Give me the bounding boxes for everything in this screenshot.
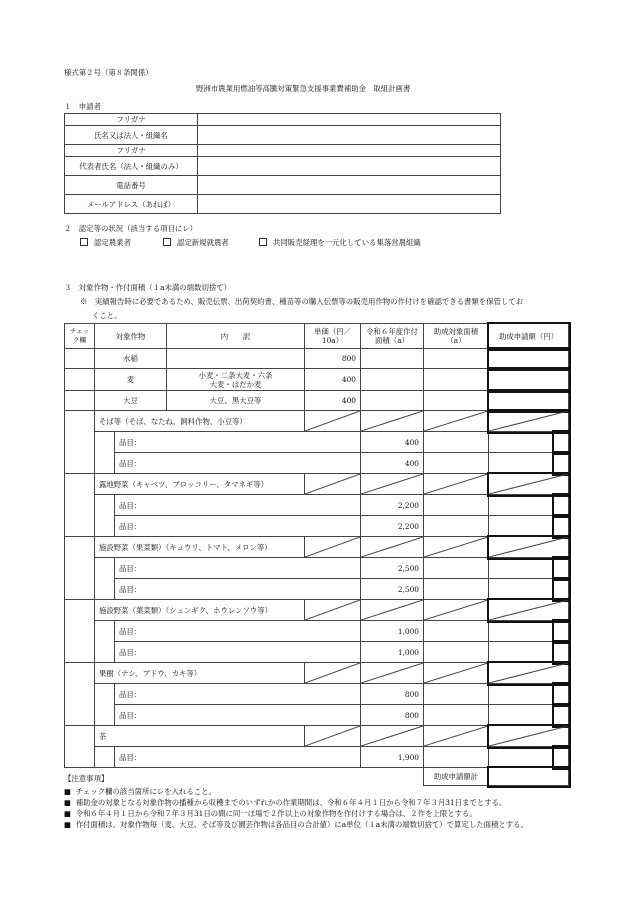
check-cell[interactable] xyxy=(65,349,95,369)
subsidy-area-input[interactable] xyxy=(424,369,489,391)
item-label: 品目： xyxy=(115,495,305,516)
page-title: 野洲市農業用燃油等高騰対策緊急支援事業費補助金 取組計画書 xyxy=(196,84,411,93)
representative-label: 代表者氏名（法人・組織のみ） xyxy=(65,157,198,176)
diagonal-cell xyxy=(424,537,489,558)
item-name-input[interactable] xyxy=(305,432,361,453)
item-name-input[interactable] xyxy=(305,516,361,537)
item-name-input[interactable] xyxy=(305,705,361,726)
diagonal-cell xyxy=(305,726,361,747)
note-text: 作付面積は、対象作物毎（麦、大豆、そば等及び園芸作物は各品目の合計値）にa単位（１a未満の端数切捨て）で算定した面積とする。 xyxy=(75,820,528,829)
table-row xyxy=(65,349,569,369)
header-unit-price: 単価（円／10a） xyxy=(305,324,361,349)
diagonal-cell xyxy=(489,600,569,621)
area-input[interactable] xyxy=(361,391,424,411)
note-text: チェック欄の該当箇所にレを入れること。 xyxy=(75,787,216,796)
table-row xyxy=(65,369,569,391)
item-price: 2,500 xyxy=(361,579,424,600)
crop-wheat: 麦 xyxy=(95,369,167,391)
diagonal-cell xyxy=(305,537,361,558)
checkbox[interactable] xyxy=(163,238,171,246)
crop-rice: 水稲 xyxy=(95,349,167,369)
item-name-input[interactable] xyxy=(305,558,361,579)
note-item xyxy=(64,786,528,797)
subsidy-area-input[interactable] xyxy=(489,705,554,726)
table-row xyxy=(65,391,569,411)
diagonal-cell xyxy=(305,600,361,621)
area-input[interactable] xyxy=(424,579,489,600)
price-soybean: 400 xyxy=(305,391,361,411)
subsidy-area-input[interactable] xyxy=(489,621,554,642)
item-price: 800 xyxy=(361,684,424,705)
phone-field[interactable] xyxy=(198,176,501,195)
area-input[interactable] xyxy=(424,558,489,579)
subsidy-amount-input[interactable] xyxy=(554,747,569,768)
area-input[interactable] xyxy=(424,516,489,537)
table-row xyxy=(65,453,569,474)
area-input[interactable] xyxy=(424,621,489,642)
diagonal-cell xyxy=(361,663,424,684)
indent-cell xyxy=(95,432,115,474)
furigana-label-1: フリガナ xyxy=(65,114,198,126)
indent-cell xyxy=(95,558,115,600)
diagonal-cell xyxy=(361,726,424,747)
form-number: 様式第２号（第８条関係） xyxy=(64,68,153,77)
area-input[interactable] xyxy=(424,705,489,726)
section3-note-line1: ※ 実績報告時に必要であるため、販売伝票、出荷契約書、種苗等の購入伝票等の販売用作物の作付けを確認できる書類を保管してお xyxy=(80,297,524,306)
option-label: 認定新規就農者 xyxy=(177,238,229,247)
bullet-icon: ■ xyxy=(64,820,71,829)
item-label: 品目： xyxy=(115,621,305,642)
subsidy-area-input[interactable] xyxy=(489,516,554,537)
subsidy-amount-input[interactable] xyxy=(554,558,569,579)
total-amount[interactable] xyxy=(489,768,569,786)
note-text: 補助金の対象となる対象作物の播種から収穫までのいずれかの作業期間は、令和６年４月１日から令和７年３月31日までとする。 xyxy=(75,798,507,807)
subsidy-amount-input[interactable] xyxy=(554,579,569,600)
check-cell[interactable] xyxy=(65,411,95,474)
group-header-row xyxy=(65,726,569,747)
group-name: 施設野菜（葉菜類）（シュンギク、ホウレンソウ等） xyxy=(95,600,305,621)
check-cell[interactable] xyxy=(65,391,95,411)
group-name: 果樹（ナシ、ブドウ、カキ等） xyxy=(95,663,305,684)
diagonal-cell xyxy=(305,411,361,432)
group-header-row xyxy=(65,663,569,684)
table-row xyxy=(65,579,569,600)
area-input[interactable] xyxy=(424,642,489,663)
diagonal-cell xyxy=(489,726,569,747)
furigana-field-2[interactable] xyxy=(198,145,501,157)
item-name-input[interactable] xyxy=(305,579,361,600)
diagonal-cell xyxy=(489,537,569,558)
price-wheat: 400 xyxy=(305,369,361,391)
table-row xyxy=(65,642,569,663)
diagonal-cell xyxy=(424,726,489,747)
subsidy-amount-input[interactable] xyxy=(489,369,569,391)
check-cell[interactable] xyxy=(65,663,95,726)
diagonal-cell xyxy=(424,411,489,432)
note-item xyxy=(64,797,528,808)
item-price: 1,000 xyxy=(361,642,424,663)
diagonal-cell xyxy=(424,663,489,684)
group-header-row xyxy=(65,474,569,495)
table-row xyxy=(65,621,569,642)
area-input[interactable] xyxy=(424,495,489,516)
item-label: 品目： xyxy=(115,579,305,600)
subsidy-amount-input[interactable] xyxy=(554,642,569,663)
crop-table xyxy=(64,323,569,786)
item-name-input[interactable] xyxy=(305,495,361,516)
phone-label: 電話番号 xyxy=(65,176,198,195)
item-label: 品目： xyxy=(115,558,305,579)
diagonal-cell xyxy=(489,411,569,432)
item-name-input[interactable] xyxy=(305,453,361,474)
section1-heading: １ 申請者 xyxy=(64,102,101,111)
check-cell[interactable] xyxy=(65,537,95,600)
item-label: 品目： xyxy=(115,684,305,705)
check-cell[interactable] xyxy=(65,600,95,663)
subsidy-area-input[interactable] xyxy=(489,684,554,705)
total-row xyxy=(65,768,569,786)
subsidy-area-input[interactable] xyxy=(489,432,554,453)
item-label: 品目： xyxy=(115,516,305,537)
item-price: 1,000 xyxy=(361,621,424,642)
table-row xyxy=(65,558,569,579)
table-row xyxy=(65,705,569,726)
item-label: 品目： xyxy=(115,747,305,768)
name-field[interactable] xyxy=(198,126,501,145)
indent-cell xyxy=(95,747,115,768)
diagonal-cell xyxy=(305,474,361,495)
table-row xyxy=(65,432,569,453)
furigana-field-1[interactable] xyxy=(198,114,501,126)
item-price: 800 xyxy=(361,705,424,726)
check-cell[interactable] xyxy=(65,726,95,768)
subsidy-area-input[interactable] xyxy=(489,579,554,600)
applicant-table xyxy=(64,113,501,214)
group-name: 露地野菜（キャベツ、ブロッコリー、タマネギ等） xyxy=(95,474,305,495)
item-price: 400 xyxy=(361,432,424,453)
option-certified-farmer[interactable] xyxy=(80,237,131,248)
item-name-input[interactable] xyxy=(305,747,361,768)
subsidy-amount-input[interactable] xyxy=(489,349,569,369)
notes-list xyxy=(64,786,528,830)
section3-heading: ３ 対象作物・作付面積（１a未満の端数切捨て） xyxy=(64,283,232,292)
item-price: 2,200 xyxy=(361,495,424,516)
subsidy-area-input[interactable] xyxy=(424,391,489,411)
diagonal-cell xyxy=(361,537,424,558)
checkbox[interactable] xyxy=(80,238,88,246)
section3-note-line2: くこと。 xyxy=(92,311,122,320)
header-crop: 対象作物 xyxy=(95,324,167,349)
area-input[interactable] xyxy=(361,369,424,391)
group-header-row xyxy=(65,537,569,558)
group-name: 茶 xyxy=(95,726,305,747)
area-input[interactable] xyxy=(424,432,489,453)
bullet-icon: ■ xyxy=(64,787,71,796)
notes-heading: 【注意事項】 xyxy=(64,774,109,783)
furigana-label-2: フリガナ xyxy=(65,145,198,157)
detail-wheat: 小麦・二条大麦・六条大麦・はだか麦 xyxy=(167,369,305,391)
check-cell[interactable] xyxy=(65,474,95,537)
section2-heading: ２ 認定等の状況（該当する項目にレ） xyxy=(64,224,198,233)
table-row xyxy=(65,495,569,516)
email-label: メールアドレス（あれば） xyxy=(65,195,198,214)
subsidy-area-input[interactable] xyxy=(489,558,554,579)
item-price: 2,200 xyxy=(361,516,424,537)
item-price: 1,900 xyxy=(361,747,424,768)
bullet-icon: ■ xyxy=(64,809,71,818)
detail-rice xyxy=(167,349,305,369)
header-area-r6: 令和６年度作付面積（a） xyxy=(361,324,424,349)
subsidy-amount-input[interactable] xyxy=(554,453,569,474)
diagonal-cell xyxy=(361,474,424,495)
option-label: 認定農業者 xyxy=(94,238,131,247)
item-name-input[interactable] xyxy=(305,684,361,705)
item-name-input[interactable] xyxy=(305,621,361,642)
bullet-icon: ■ xyxy=(64,798,71,807)
name-label: 氏名又は法人・組織名 xyxy=(65,126,198,145)
indent-cell xyxy=(95,684,115,726)
area-input[interactable] xyxy=(424,747,489,768)
diagonal-cell xyxy=(489,663,569,684)
item-label: 品目： xyxy=(115,705,305,726)
group-header-row xyxy=(65,411,569,432)
item-name-input[interactable] xyxy=(305,642,361,663)
option-new-farmer[interactable] xyxy=(163,237,229,248)
indent-cell xyxy=(95,621,115,663)
diagonal-cell xyxy=(424,600,489,621)
representative-field[interactable] xyxy=(198,157,501,176)
item-label: 品目： xyxy=(115,432,305,453)
subsidy-amount-input[interactable] xyxy=(554,684,569,705)
option-community-farming[interactable] xyxy=(259,237,421,248)
subsidy-amount-input[interactable] xyxy=(554,432,569,453)
header-detail: 内 訳 xyxy=(167,324,305,349)
checkbox[interactable] xyxy=(259,238,267,246)
note-item xyxy=(64,819,528,830)
group-name: 施設野菜（果菜類）（キュウリ、トマト、メロン等） xyxy=(95,537,305,558)
item-label: 品目： xyxy=(115,642,305,663)
subsidy-amount-input[interactable] xyxy=(489,391,569,411)
table-row xyxy=(65,747,569,768)
subsidy-amount-input[interactable] xyxy=(554,705,569,726)
header-subsidy-area: 助成対象面積（a） xyxy=(424,324,489,349)
subsidy-area-input[interactable] xyxy=(424,349,489,369)
subsidy-amount-input[interactable] xyxy=(554,621,569,642)
item-price: 2,500 xyxy=(361,558,424,579)
subsidy-area-input[interactable] xyxy=(489,495,554,516)
check-cell[interactable] xyxy=(65,369,95,391)
table-row xyxy=(65,516,569,537)
header-check: チェック欄 xyxy=(65,324,95,349)
group-name: そば等（そば、なたね、飼料作物、小豆等） xyxy=(95,411,305,432)
subsidy-amount-input[interactable] xyxy=(554,516,569,537)
option-label: 共同販売経理を一元化している集落営農組織 xyxy=(273,238,421,247)
email-field[interactable] xyxy=(198,195,501,214)
table-row xyxy=(65,684,569,705)
area-input[interactable] xyxy=(361,349,424,369)
note-item xyxy=(64,808,528,819)
total-label: 助成申請額計 xyxy=(424,768,489,786)
price-rice: 800 xyxy=(305,349,361,369)
diagonal-cell xyxy=(361,411,424,432)
crop-soybean: 大豆 xyxy=(95,391,167,411)
item-price: 400 xyxy=(361,453,424,474)
subsidy-area-input[interactable] xyxy=(489,747,554,768)
diagonal-cell xyxy=(305,663,361,684)
subsidy-amount-input[interactable] xyxy=(554,495,569,516)
header-subsidy-amount: 助成申請額（円） xyxy=(489,324,569,349)
area-input[interactable] xyxy=(424,453,489,474)
group-header-row xyxy=(65,600,569,621)
diagonal-cell xyxy=(424,474,489,495)
diagonal-cell xyxy=(489,474,569,495)
area-input[interactable] xyxy=(424,684,489,705)
diagonal-cell xyxy=(361,600,424,621)
item-label: 品目： xyxy=(115,453,305,474)
subsidy-area-input[interactable] xyxy=(489,642,554,663)
detail-soybean: 大豆、黒大豆等 xyxy=(167,391,305,411)
note-text: 令和６年４月１日から令和７年３月31日の間に同一ほ場で２作以上の対象作物を作付けする場合は、２作を上限とする。 xyxy=(75,809,477,818)
subsidy-area-input[interactable] xyxy=(489,453,554,474)
indent-cell xyxy=(95,495,115,537)
